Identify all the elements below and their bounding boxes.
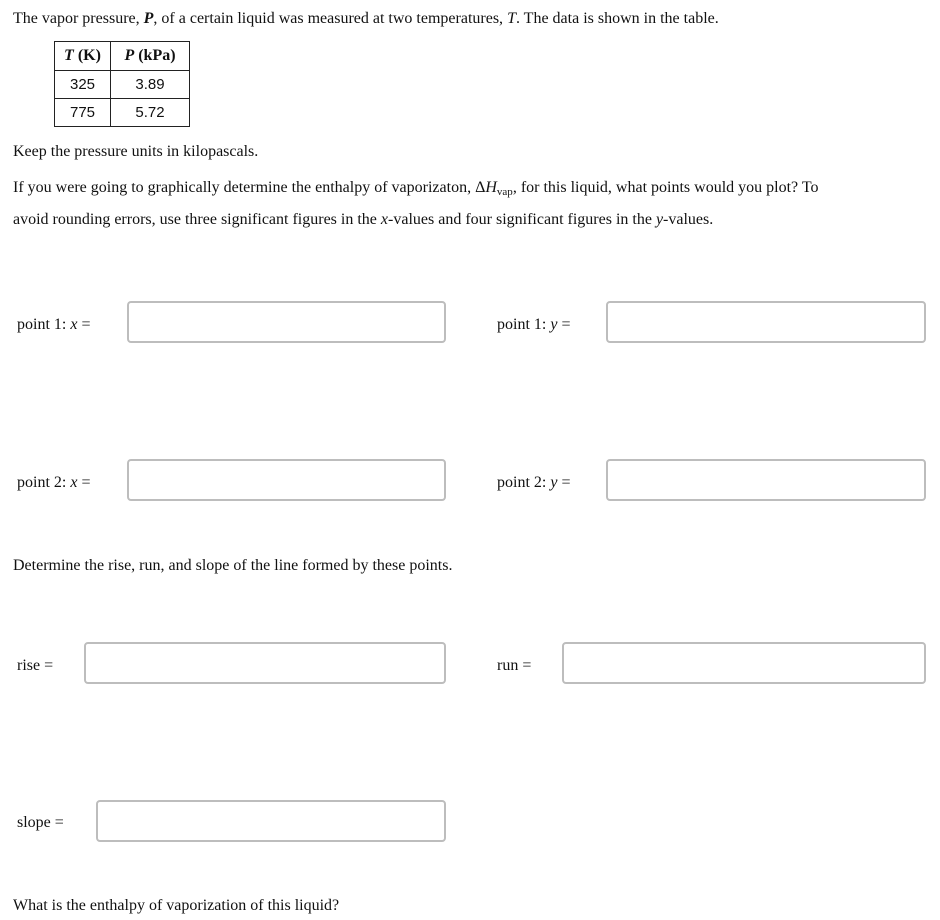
- rise-field[interactable]: [84, 642, 446, 684]
- question-enthalpy: What is the enthalpy of vaporization of this liquid?: [13, 897, 340, 914]
- table-cell: 5.72: [111, 99, 190, 127]
- intro-text-part: The vapor pressure,: [13, 10, 144, 27]
- point2-y-field[interactable]: [606, 459, 926, 501]
- point1-y-label: point 1: y =: [497, 316, 571, 333]
- point1-y-input[interactable]: [608, 303, 924, 341]
- point1-x-label: point 1: x =: [17, 316, 91, 333]
- table-header-row: [55, 42, 190, 71]
- pressure-variable: P: [143, 10, 154, 27]
- question-text: If you were going to graphically determine the enthalpy of vaporizaton,: [13, 179, 476, 196]
- table-cell: 3.89: [111, 71, 190, 99]
- question-text: -values and four significant figures in the: [388, 211, 656, 228]
- point2-x-field[interactable]: [127, 459, 446, 501]
- units-note: Keep the pressure units in kilopascals.: [13, 143, 259, 160]
- intro-text: [13, 5, 719, 32]
- rise-input[interactable]: [86, 644, 444, 682]
- point2-y-input[interactable]: [608, 461, 924, 499]
- table-cell: 775: [55, 99, 111, 127]
- slope-input[interactable]: [98, 802, 444, 840]
- slope-field[interactable]: [96, 800, 446, 842]
- question-text: -values.: [663, 211, 714, 228]
- run-label: run =: [497, 657, 532, 674]
- point2-y-label: point 2: y =: [497, 474, 571, 491]
- header-pressure: P (kPa): [111, 42, 190, 71]
- slope-label: slope =: [17, 814, 64, 831]
- y-variable: y: [655, 211, 664, 228]
- intro-text-part: . The data is shown in the table.: [515, 10, 719, 27]
- delta-symbol: Δ: [475, 179, 486, 196]
- temperature-variable: T: [507, 10, 516, 27]
- point1-x-input[interactable]: [129, 303, 444, 341]
- point1-y-field[interactable]: [606, 301, 926, 343]
- intro-text-part: , of a certain liquid was measured at two temperatures,: [153, 10, 508, 27]
- x-variable: x: [380, 211, 389, 228]
- question-rise-run-slope: Determine the rise, run, and slope of the line formed by these points.: [13, 557, 453, 574]
- run-field[interactable]: [562, 642, 926, 684]
- question-plot-points: [13, 174, 933, 233]
- question-text: , for this liquid, what points would you plot? To: [512, 179, 819, 196]
- enthalpy-variable: H: [485, 179, 497, 196]
- point2-x-label: point 2: x =: [17, 474, 91, 491]
- vap-subscript: vap: [496, 186, 513, 198]
- data-table: [54, 41, 190, 127]
- run-input[interactable]: [564, 644, 924, 682]
- question-text: avoid rounding errors, use three significant figures in the: [13, 211, 381, 228]
- rise-label: rise =: [17, 657, 54, 674]
- table-cell: 325: [55, 71, 111, 99]
- table-row: [55, 99, 190, 127]
- point2-x-input[interactable]: [129, 461, 444, 499]
- header-temperature: T (K): [55, 42, 111, 71]
- point1-x-field[interactable]: [127, 301, 446, 343]
- table-row: [55, 71, 190, 99]
